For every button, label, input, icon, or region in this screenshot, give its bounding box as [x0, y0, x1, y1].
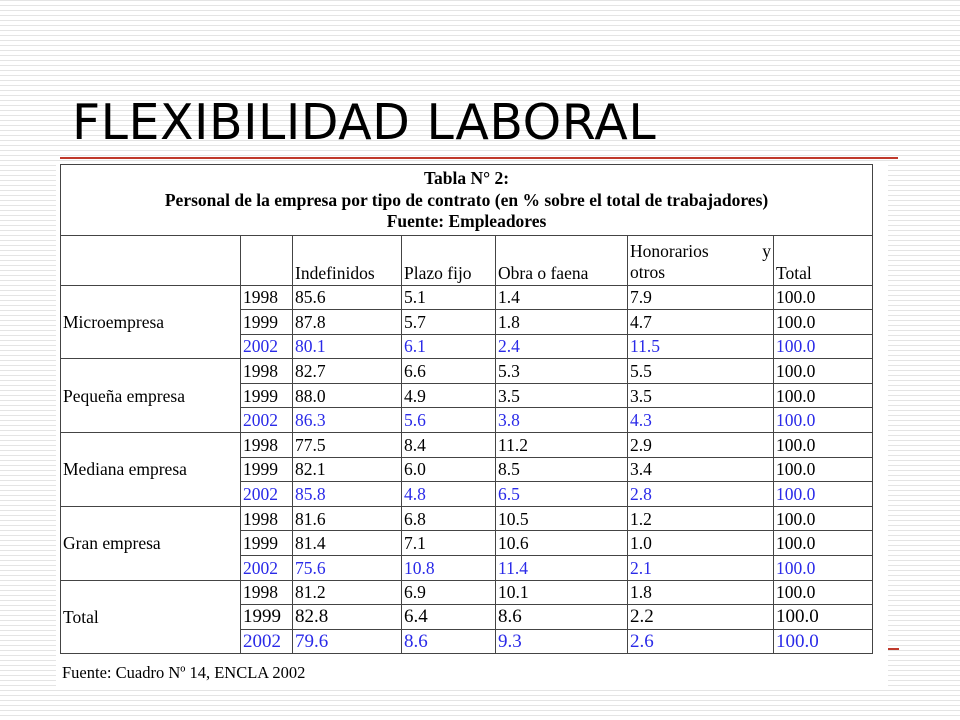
year-cell: 1998: [241, 359, 293, 384]
honorarios-cell: 2.1: [628, 556, 774, 581]
honorarios-cell: 2.6: [628, 629, 774, 654]
plazo-fijo-cell: 6.0: [402, 457, 496, 482]
obra-faena-cell: 6.5: [496, 482, 628, 507]
indefinidos-cell: 81.6: [293, 506, 402, 531]
total-cell: 100.0: [774, 457, 873, 482]
table-caption: [61, 165, 873, 236]
table-row: [61, 506, 873, 531]
header-total: Total: [774, 235, 873, 285]
year-cell: 1999: [241, 531, 293, 556]
group-label: Microempresa: [61, 285, 241, 359]
indefinidos-cell: 82.1: [293, 457, 402, 482]
obra-faena-cell: 1.8: [496, 310, 628, 335]
indefinidos-cell: 81.4: [293, 531, 402, 556]
indefinidos-cell: 87.8: [293, 310, 402, 335]
table-row: [61, 580, 873, 605]
indefinidos-cell: 80.1: [293, 334, 402, 359]
table-row: [61, 359, 873, 384]
honorarios-cell: 4.3: [628, 408, 774, 433]
honorarios-cell: 11.5: [628, 334, 774, 359]
indefinidos-cell: 75.6: [293, 556, 402, 581]
indefinidos-cell: 82.8: [293, 605, 402, 630]
year-cell: 2002: [241, 408, 293, 433]
title-accent-bar: [60, 157, 898, 159]
total-cell: 100.0: [774, 334, 873, 359]
total-cell: 100.0: [774, 629, 873, 654]
year-cell: 1999: [241, 383, 293, 408]
honorarios-cell: 1.0: [628, 531, 774, 556]
obra-faena-cell: 1.4: [496, 285, 628, 310]
header-year-cell: [241, 235, 293, 285]
year-cell: 1998: [241, 580, 293, 605]
group-label: Mediana empresa: [61, 433, 241, 507]
year-cell: 1998: [241, 506, 293, 531]
caption-subtitle: Personal de la empresa por tipo de contrato (en % sobre el total de trabajadores): [164, 189, 769, 210]
honorarios-cell: 3.4: [628, 457, 774, 482]
honorarios-cell: 7.9: [628, 285, 774, 310]
year-cell: 2002: [241, 629, 293, 654]
table-panel: [56, 162, 888, 690]
plazo-fijo-cell: 4.9: [402, 383, 496, 408]
plazo-fijo-cell: 5.1: [402, 285, 496, 310]
total-cell: 100.0: [774, 580, 873, 605]
honorarios-cell: 4.7: [628, 310, 774, 335]
total-cell: 100.0: [774, 310, 873, 335]
table-row: [61, 433, 873, 458]
plazo-fijo-cell: 6.9: [402, 580, 496, 605]
header-honorarios-y: y: [762, 240, 771, 261]
indefinidos-cell: 77.5: [293, 433, 402, 458]
indefinidos-cell: 79.6: [293, 629, 402, 654]
header-indefinidos: Indefinidos: [293, 235, 402, 285]
indefinidos-cell: 85.8: [293, 482, 402, 507]
plazo-fijo-cell: 4.8: [402, 482, 496, 507]
obra-faena-cell: 3.5: [496, 383, 628, 408]
slide-title: FLEXIBILIDAD LABORAL: [72, 94, 657, 151]
obra-faena-cell: 10.6: [496, 531, 628, 556]
indefinidos-cell: 85.6: [293, 285, 402, 310]
plazo-fijo-cell: 8.6: [402, 629, 496, 654]
plazo-fijo-cell: 6.8: [402, 506, 496, 531]
obra-faena-cell: 10.1: [496, 580, 628, 605]
total-cell: 100.0: [774, 556, 873, 581]
group-label: Gran empresa: [61, 506, 241, 580]
year-cell: 2002: [241, 482, 293, 507]
obra-faena-cell: 3.8: [496, 408, 628, 433]
header-row: [61, 235, 873, 285]
indefinidos-cell: 86.3: [293, 408, 402, 433]
table-row: [61, 285, 873, 310]
honorarios-cell: 2.2: [628, 605, 774, 630]
honorarios-cell: 1.2: [628, 506, 774, 531]
year-cell: 1999: [241, 310, 293, 335]
obra-faena-cell: 5.3: [496, 359, 628, 384]
group-label: Pequeña empresa: [61, 359, 241, 433]
obra-faena-cell: 2.4: [496, 334, 628, 359]
header-group-cell: [61, 235, 241, 285]
plazo-fijo-cell: 6.4: [402, 605, 496, 630]
obra-faena-cell: 8.5: [496, 457, 628, 482]
total-cell: 100.0: [774, 482, 873, 507]
plazo-fijo-cell: 6.6: [402, 359, 496, 384]
source-note: Fuente: Cuadro Nº 14, ENCLA 2002: [62, 663, 306, 682]
header-otros-label: otros: [630, 261, 665, 282]
plazo-fijo-cell: 7.1: [402, 531, 496, 556]
year-cell: 2002: [241, 334, 293, 359]
honorarios-cell: 2.9: [628, 433, 774, 458]
total-cell: 100.0: [774, 531, 873, 556]
obra-faena-cell: 11.4: [496, 556, 628, 581]
obra-faena-cell: 10.5: [496, 506, 628, 531]
honorarios-cell: 1.8: [628, 580, 774, 605]
year-cell: 2002: [241, 556, 293, 581]
honorarios-cell: 5.5: [628, 359, 774, 384]
honorarios-cell: 3.5: [628, 383, 774, 408]
year-cell: 1998: [241, 285, 293, 310]
obra-faena-cell: 11.2: [496, 433, 628, 458]
total-cell: 100.0: [774, 605, 873, 630]
contract-type-table: [60, 164, 873, 654]
caption-source: Fuente: Empleadores: [386, 211, 547, 231]
obra-faena-cell: 8.6: [496, 605, 628, 630]
obra-faena-cell: 9.3: [496, 629, 628, 654]
header-honorarios: [628, 235, 774, 285]
total-cell: 100.0: [774, 383, 873, 408]
total-cell: 100.0: [774, 359, 873, 384]
header-honorarios-label: Honorarios: [630, 240, 709, 261]
total-cell: 100.0: [774, 506, 873, 531]
caption-title: Tabla N° 2:: [423, 168, 510, 188]
header-obra-faena: Obra o faena: [496, 235, 628, 285]
honorarios-cell: 2.8: [628, 482, 774, 507]
plazo-fijo-cell: 5.7: [402, 310, 496, 335]
total-cell: 100.0: [774, 408, 873, 433]
group-label: Total: [61, 580, 241, 654]
header-plazo-fijo: Plazo fijo: [402, 235, 496, 285]
plazo-fijo-cell: 8.4: [402, 433, 496, 458]
year-cell: 1999: [241, 605, 293, 630]
plazo-fijo-cell: 10.8: [402, 556, 496, 581]
indefinidos-cell: 88.0: [293, 383, 402, 408]
year-cell: 1998: [241, 433, 293, 458]
indefinidos-cell: 81.2: [293, 580, 402, 605]
indefinidos-cell: 82.7: [293, 359, 402, 384]
year-cell: 1999: [241, 457, 293, 482]
plazo-fijo-cell: 6.1: [402, 334, 496, 359]
plazo-fijo-cell: 5.6: [402, 408, 496, 433]
total-cell: 100.0: [774, 285, 873, 310]
total-cell: 100.0: [774, 433, 873, 458]
